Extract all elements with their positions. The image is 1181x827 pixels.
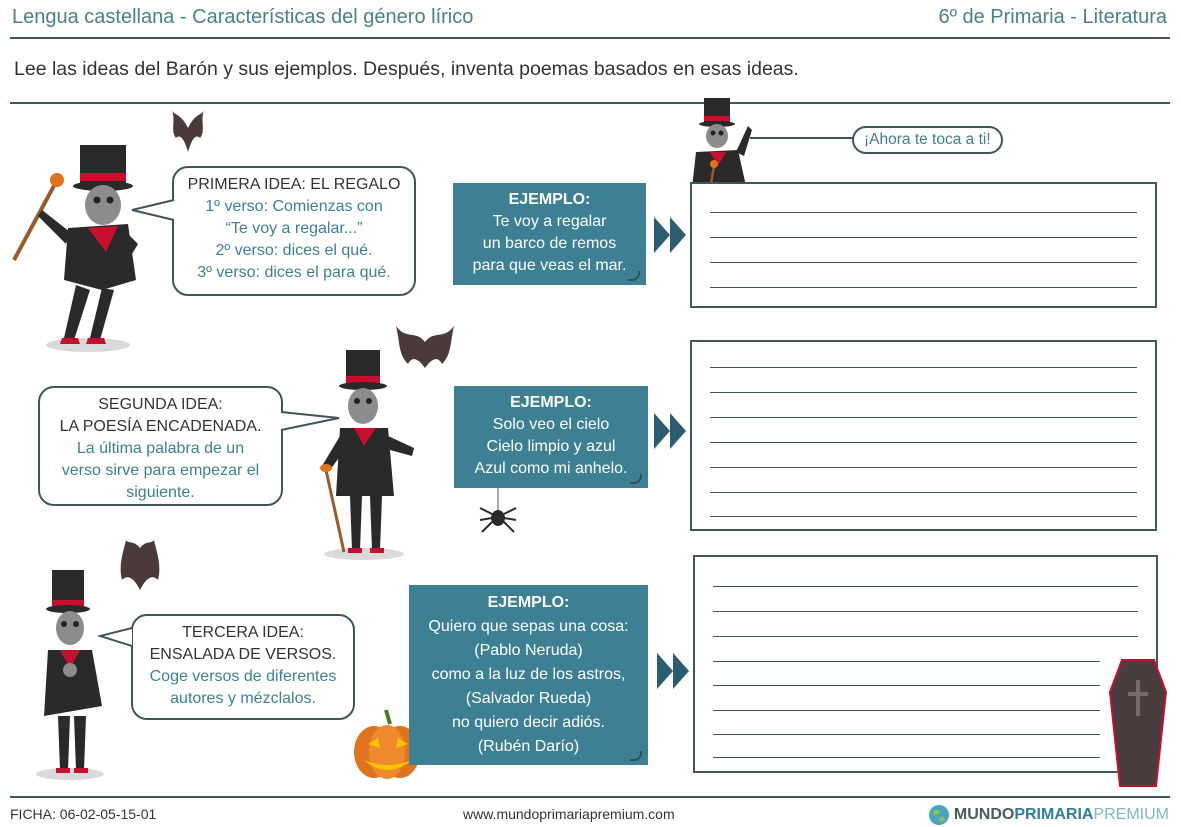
page-curl-icon [630,751,642,761]
worksheet-title: Lengua castellana - Características del género lírico [12,6,474,28]
idea3-example-line-3: (Salvador Rueda) [465,690,592,707]
writing-line [713,586,1138,587]
idea2-example-heading: EJEMPLO: [510,394,592,411]
page-curl-icon [628,271,640,281]
idea3-writing-box[interactable] [693,555,1158,773]
instructions-divider [10,102,1170,104]
idea3-example-heading: EJEMPLO: [487,594,570,611]
idea1-example [453,183,646,285]
double-arrow-icon [654,413,688,449]
idea1-line-3: 2º verso: dices el qué. [215,242,373,259]
writing-line [710,492,1137,493]
idea3-example-line-4: no quiero decir adiós. [452,714,605,731]
idea2-example-line-2: Azul como mi anhelo. [474,460,628,477]
brand-premium: PREMIUM [1093,806,1169,823]
idea2-example-line-0: Solo veo el cielo [492,416,610,433]
ficha-code: FICHA: 06-02-05-15-01 [10,806,157,822]
spider-icon [478,488,518,538]
idea2-writing-box[interactable] [690,340,1157,531]
idea3-example-line-0: Quiero que sepas una cosa: [428,618,629,635]
idea1-example-line-1: un barco de remos [482,235,617,252]
baron-skeleton-icon [30,566,110,782]
writing-line [710,417,1137,418]
baron-skeleton-icon [316,346,428,562]
idea3-example [409,585,648,765]
idea1-line-1: 1º verso: Comienzas con [205,198,383,215]
idea1-line-0: PRIMERA IDEA: EL REGALO [187,176,401,193]
website-link[interactable]: www.mundoprimariapremium.com [463,806,675,822]
globe-icon [928,804,950,826]
writing-line [713,636,1138,637]
writing-line [713,757,1100,758]
idea3-bubble [131,614,355,720]
writing-line [710,287,1137,288]
idea2-bubble [38,386,283,506]
idea1-example-line-0: Te voy a regalar [492,213,607,230]
idea1-bubble [172,166,416,296]
idea1-line-2: “Te voy a regalar...” [225,220,363,237]
double-arrow-icon [654,217,688,253]
writing-line [710,442,1137,443]
idea2-line-2: La última palabra de un [76,440,245,457]
idea3-line-0: TERCERA IDEA: [182,624,304,641]
bubble-tail [98,626,134,650]
idea1-writing-box[interactable] [690,182,1157,308]
writing-line [713,710,1100,711]
idea3-example-line-1: (Pablo Neruda) [474,642,583,659]
idea1-example-heading: EJEMPLO: [508,191,591,208]
idea3-line-3: autores y mézclalos. [170,690,316,707]
writing-line [713,685,1100,686]
now-your-turn-callout: ¡Ahora te toca a ti! [852,126,1003,154]
idea2-example [454,386,648,488]
brand-logo [928,804,1169,826]
idea1-line-4: 3º verso: dices el para qué. [197,264,391,281]
writing-line [713,734,1100,735]
idea2-example-line-1: Cielo limpio y azul [486,438,616,455]
idea2-line-0: SEGUNDA IDEA: [98,396,223,413]
instructions: Lee las ideas del Barón y sus ejemplos. Después, inventa poemas basados en esas ideas. [14,58,799,80]
callout-tail [750,132,854,146]
bat-icon [118,540,162,592]
bat-icon [170,108,206,156]
writing-line [710,212,1137,213]
grade-subject: 6º de Primaria - Literatura [938,6,1167,28]
writing-line [710,237,1137,238]
idea3-example-line-2: como a la luz de los astros, [431,666,626,683]
writing-line [713,661,1100,662]
coffin-icon [1108,658,1168,790]
idea3-line-2: Coge versos de diferentes [149,668,337,685]
idea2-line-3: verso sirve para empezar el [61,462,260,479]
double-arrow-icon [657,653,691,689]
bat-icon [394,324,456,370]
writing-line [713,611,1138,612]
idea1-example-line-2: para que veas el mar. [472,257,627,274]
writing-line [710,367,1137,368]
brand-mundo: MUNDO [953,806,1015,823]
baron-skeleton-icon [10,140,150,355]
idea3-line-1: ENSALADA DE VERSOS. [149,646,337,663]
writing-line [710,392,1137,393]
footer-divider [10,796,1170,798]
writing-line [710,467,1137,468]
writing-line [710,516,1137,517]
idea2-line-4: siguiente. [126,484,195,501]
idea2-line-1: LA POESÍA ENCADENADA. [59,418,262,435]
writing-line [710,262,1137,263]
idea3-example-line-5: (Rubén Darío) [477,738,580,755]
header-divider [10,37,1170,39]
page-curl-icon [630,474,642,484]
bubble-tail [130,198,176,224]
brand-primaria: PRIMARIA [1014,806,1094,823]
